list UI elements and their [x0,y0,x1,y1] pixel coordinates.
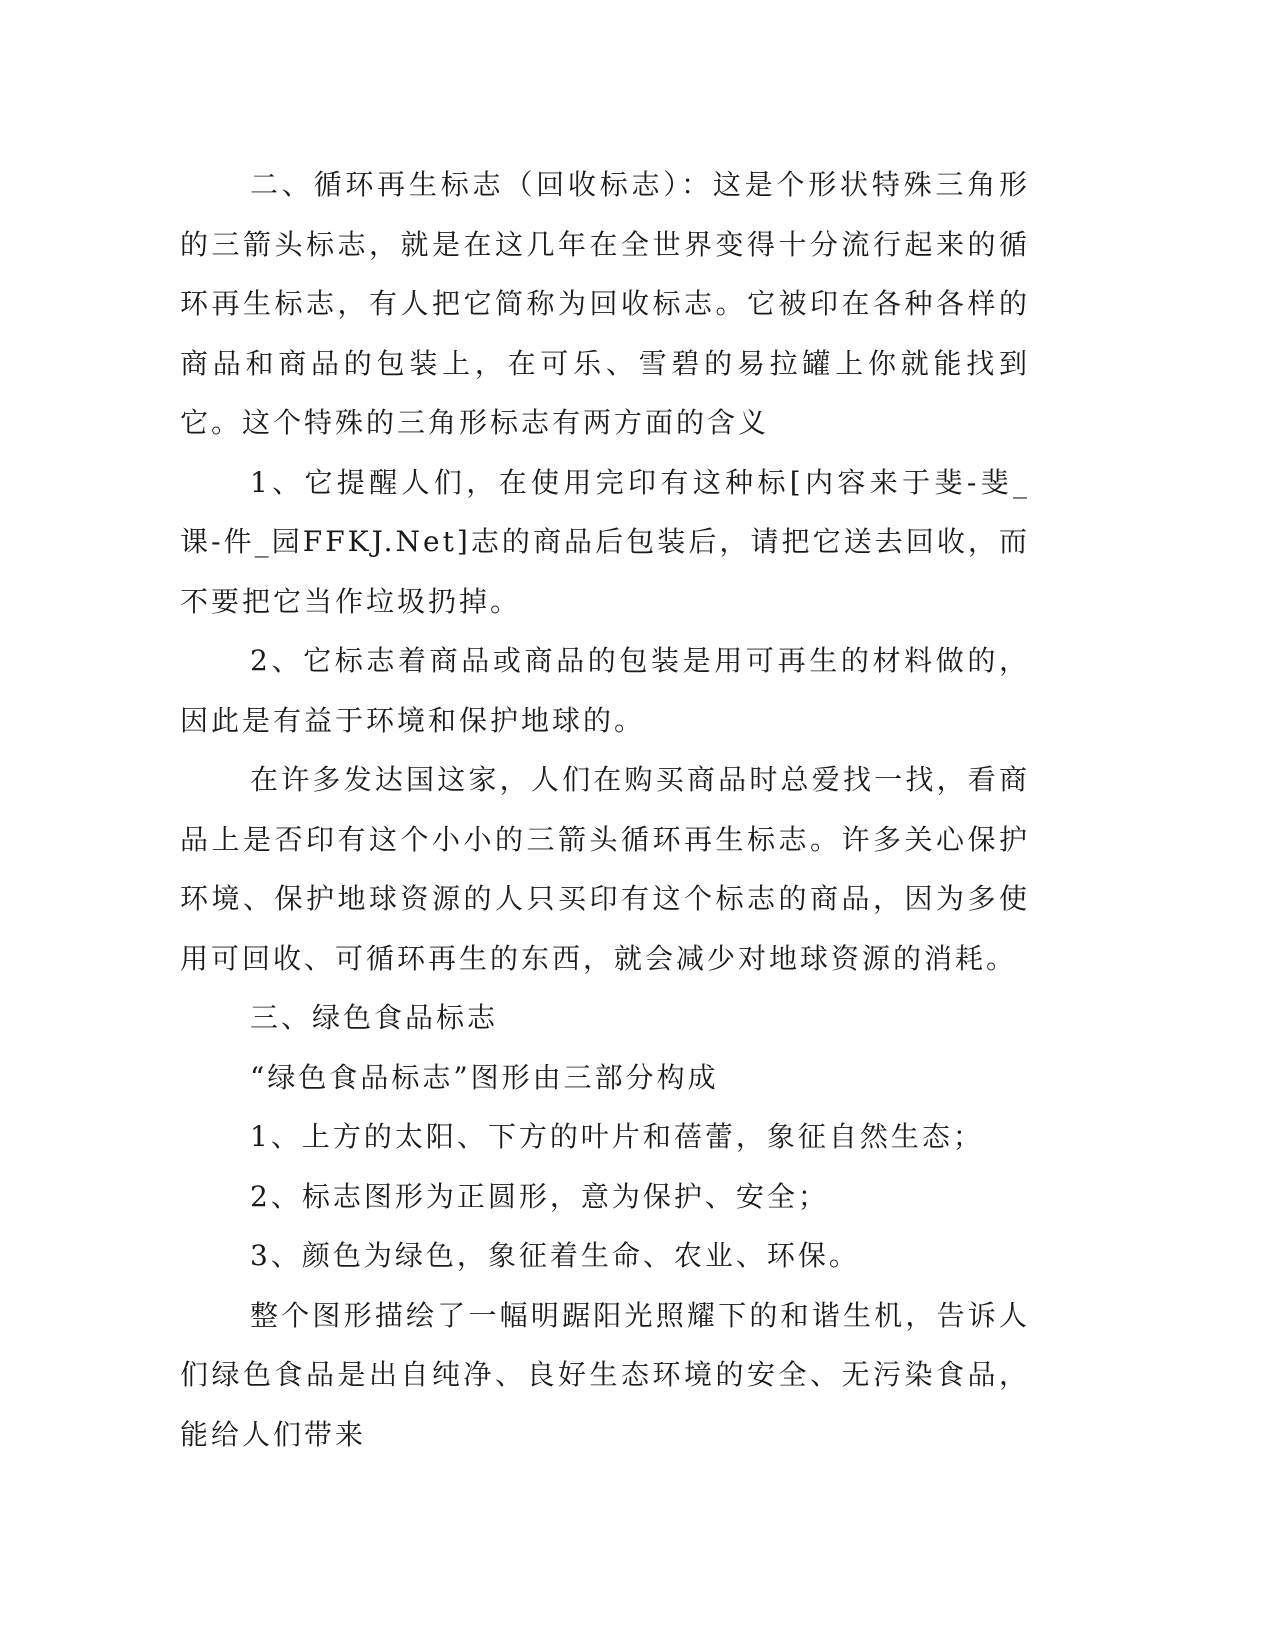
list-item-green-food-part-2: 2、标志图形为正圆形，意为保护、安全； [250,1179,829,1213]
paragraph-green-food-intro: “绿色食品标志”图形由三部分构成 [250,1060,719,1094]
paragraph-green-food-summary: 整个图形描绘了一幅明踞阳光照耀下的和谐生机，告诉人们绿色食品是出自纯净、良好生态环境的安全、无污染食品，能给人们带来 [180,1298,1030,1451]
paragraph-recycle-developed-countries: 在许多发达国这家，人们在购买商品时总爱找一找，看商品上是否印有这个小小的三箭头循环再生标志。许多关心保护环境、保护地球资源的人只买印有这个标志的商品，因为多使用可回收、可循环再生的东西，就会减少对地球资源的消耗。 [180,763,1030,975]
list-item-green-food-part-3: 3、颜色为绿色，象征着生命、农业、环保。 [250,1239,860,1272]
section-heading-green-food: 三、绿色食品标志 [250,1001,499,1034]
paragraph-recycle-heading: 二、循环再生标志（回收标志）：这是个形状特殊三角形的三箭头标志，就是在这几年在全世界变得十分流行起来的循环再生标志，有人把它简称为回收标志。它被印在各种各样的商品和商品的包装上，在可乐、雪碧的易拉罐上你就能找到它。这个特殊的三角形标志有两方面的含义 [180,168,1030,439]
paragraph-recycle-meaning-2: 2、它标志着商品或商品的包装是用可再生的材料做的，因此是有益于环境和保护地球的。 [180,644,1030,737]
document-body [180,155,1030,1464]
paragraph-recycle-meaning-1: 1、它提醒人们，在使用完印有这种标[内容来于斐-斐_课-件_园FFKJ.Net]志的商品后包装后，请把它送去回收，而不要把它当作垃圾扔掉。 [180,465,1030,618]
list-item-green-food-part-1: 1、上方的太阳、下方的叶片和蓓蕾，象征自然生态； [250,1120,984,1153]
